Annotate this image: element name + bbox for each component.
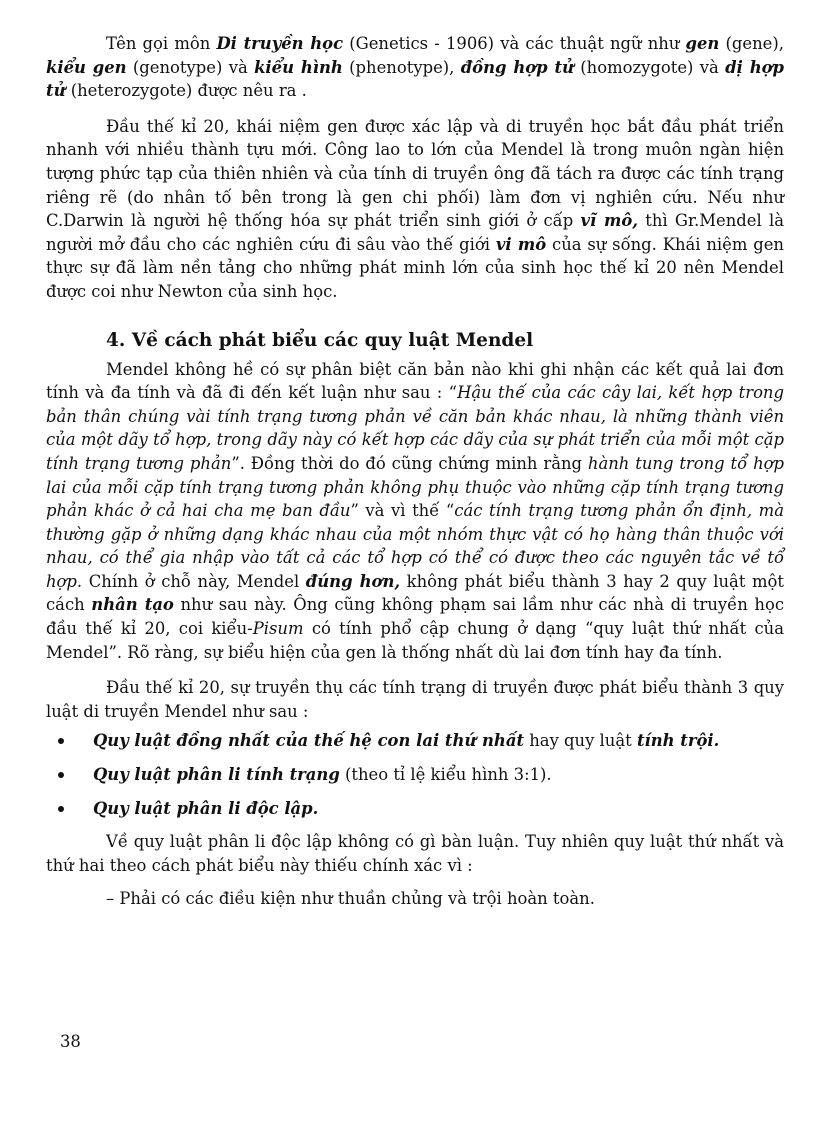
law-list xyxy=(46,729,784,820)
text: Chính ở chỗ này, Mendel xyxy=(82,571,306,591)
text: như sau này. Ông cũng không phạm sai lầm như các nhà di truyền học đầu thế kỉ 20, coi kiểu- xyxy=(46,595,784,639)
law-name: Quy luật đồng nhất của thế hệ con lai thứ nhất xyxy=(93,731,525,751)
text: Đầu thế kỉ 20, khái niệm gen được xác lập và di truyền học bắt đầu phát triển nhanh với nhiều thành tựu mới. Công lao to lớn của Mendel là trong muôn ngàn hiện tượng phức tạp của thiên nhiên và của tính di truyền ông đã tách ra được các tính trạng riêng rẽ (do nhân tố bên trong là gen chi phối) làm đơn vị nghiên cứu. Nếu như C.Darwin là người hệ thống hóa sự phát triển sinh giới ở cấp xyxy=(46,116,784,231)
paragraph-three-laws: Đầu thế kỉ 20, sự truyền thụ các tính trạng di truyền được phát biểu thành 3 quy luật di truyền Mendel như sau : xyxy=(46,678,784,721)
law-name: Quy luật phân li độc lập. xyxy=(93,798,319,818)
paragraph-intro xyxy=(46,32,784,103)
term-genotype: kiểu gen xyxy=(46,57,127,77)
list-item xyxy=(46,797,784,821)
term-gen: gen xyxy=(685,34,720,53)
term-genetics: Di truyền học xyxy=(216,34,344,53)
text: của sự sống. Khái niệm gen thực sự đã làm nền tảng cho những phát minh lớn của sinh học thế kỉ 20 nên Mendel được coi như Newton của sinh học. xyxy=(46,234,784,301)
text: ” và vì thế “ xyxy=(350,501,455,521)
text: (homozygote) và xyxy=(573,57,726,77)
text: (genotype) và xyxy=(126,57,255,77)
paragraph-discussion: Về quy luật phân li độc lập không có gì bàn luận. Tuy nhiên quy luật thứ nhất và thứ hai theo cách phát biểu này thiếu chính xác vì : xyxy=(46,832,784,875)
text: hay quy luật xyxy=(524,731,637,751)
list-item xyxy=(46,729,784,753)
term-phenotype: kiểu hình xyxy=(254,57,343,77)
emphasis: đúng hơn, xyxy=(305,571,401,591)
text: ”. Đồng thời do đó cũng chứng minh rằng xyxy=(231,453,588,473)
text: (phenotype), xyxy=(342,57,461,77)
quote: hành tung trong tổ hợp lai của mỗi cặp tính trạng tương phản không phụ thuộc vào những cặp tính trạng tương phản khác ở cả hai cha mẹ ban đầu xyxy=(46,453,784,521)
term-pisum: Pisum xyxy=(252,619,304,639)
text: có tính phổ cập chung ở dạng “quy luật thứ nhất của Mendel”. Rõ ràng, sự biểu hiện của gen là thống nhất dù lai đơn tính hay đa tính. xyxy=(46,619,784,662)
list-item xyxy=(46,763,784,787)
text: (theo tỉ lệ kiểu hình 3:1). xyxy=(339,765,552,785)
text: Tên gọi môn xyxy=(106,34,217,53)
term-heterozygote: dị hợp tử xyxy=(46,57,785,101)
law-name: Quy luật phân li tính trạng xyxy=(93,765,340,785)
page-number: 38 xyxy=(60,1032,81,1051)
dash-item: – Phải có các điều kiện như thuần chủng và trội hoàn toàn. xyxy=(106,889,595,909)
quote: Hậu thế của các cây lai, kết hợp trong bản thân chúng vài tính trạng tương phản về căn bản khác nhau, là những thành viên của một dãy tổ hợp, trong dãy này có kết hợp các dãy của sự phát triển của mỗi một cặp tính trạng tương phản xyxy=(46,383,784,473)
paragraph-mendel-statement xyxy=(46,358,784,665)
text: Mendel không hề có sự phân biệt căn bản nào khi ghi nhận các kết quả lai đơn tính và đa tính và đã đi đến kết luận như sau : “ xyxy=(46,359,784,403)
bullet-icon xyxy=(58,738,64,744)
term-homozygote: đồng hợp tử xyxy=(460,57,574,77)
text: (heterozygote) được nêu ra . xyxy=(65,81,307,101)
term-micro: vi mô xyxy=(495,234,547,254)
quote: các tính trạng tương phản ổn định, mà thường gặp ở những dạng khác nhau của một nhóm thực vật có họ hàng thân thuộc với nhau, có thể gia nhập vào tất cả các tổ hợp có thể có được theo các nguyên tắc về tổ hợp. xyxy=(46,501,784,591)
bullet-icon xyxy=(58,772,64,778)
page-content xyxy=(46,32,784,911)
term-macro: vĩ mô, xyxy=(580,211,638,231)
emphasis: nhân tạo xyxy=(91,595,174,615)
text: (gene), xyxy=(719,34,784,53)
section-heading: 4. Về cách phát biểu các quy luật Mendel xyxy=(106,329,534,351)
text: (Genetics - 1906) và các thuật ngữ như xyxy=(343,34,686,53)
paragraph-gene-concept xyxy=(46,115,784,304)
law-name: tính trội. xyxy=(636,731,720,751)
bullet-icon xyxy=(58,806,64,812)
text: không phát biểu thành 3 hay 2 quy luật một cách xyxy=(46,571,784,615)
text: thì Gr.Mendel là người mở đầu cho các nghiên cứu đi sâu vào thế giới xyxy=(46,211,784,254)
